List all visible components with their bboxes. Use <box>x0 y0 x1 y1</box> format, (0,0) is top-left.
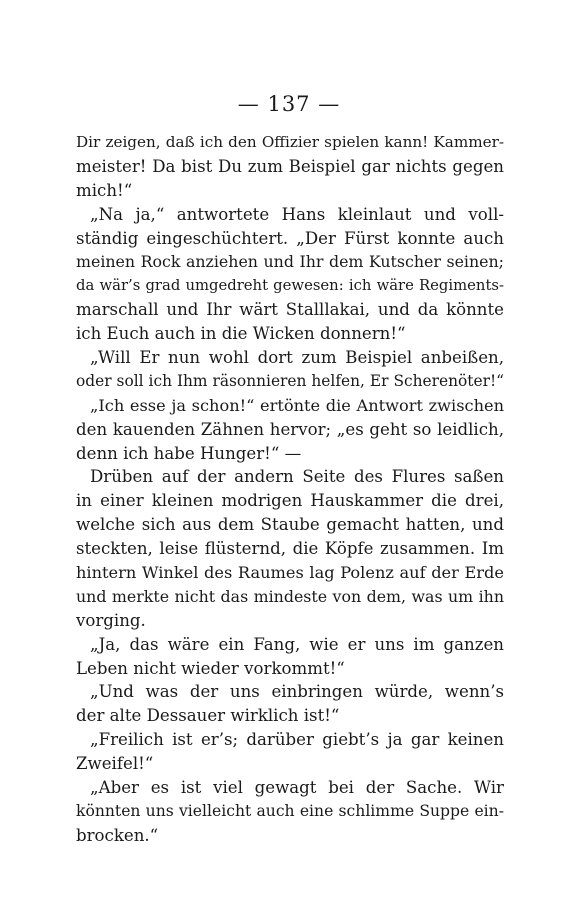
text-line: meister! Da bist Du zum Beispiel gar nichts gegen <box>76 156 504 176</box>
text-line: „Und was der uns einbringen würde, wenn’s <box>90 682 504 702</box>
text-line: denn ich habe Hunger!“ — <box>76 443 302 463</box>
text-line: vorging. <box>76 610 146 630</box>
text-line: marschall und Ihr wärt Stalllakai, und da könnte <box>76 300 504 320</box>
text-line: da wär’s grad umgedreht gewesen: ich wäre Regiments- <box>76 277 504 295</box>
text-line: „Na ja,“ antwortete Hans kleinlaut und voll- <box>90 204 504 224</box>
text-line: meinen Rock anziehen und Ihr dem Kutscher seinen; <box>76 252 504 272</box>
text-line: und merkte nicht das mindeste von dem, was um ihn <box>76 586 504 606</box>
text-line: welche sich aus dem Staube gemacht hatten, und <box>76 515 504 535</box>
text-line: Drüben auf der andern Seite des Flures saßen <box>90 467 504 487</box>
text-line: „Will Er nun wohl dort zum Beispiel anbeißen, <box>90 348 504 368</box>
text-line: „Freilich ist er’s; darüber giebt’s ja gar keinen <box>90 730 504 750</box>
text-line: steckten, leise flüsternd, die Köpfe zusammen. Im <box>76 539 504 559</box>
text-line: hintern Winkel des Raumes lag Polenz auf der Erde <box>76 563 504 583</box>
text-line: ständig eingeschüchtert. „Der Fürst konnte auch <box>76 228 504 248</box>
text-line: oder soll ich Ihm räsonnieren helfen, Er Scherenöter!“ <box>76 371 504 390</box>
text-line: „Ich esse ja schon!“ ertönte die Antwort zwischen <box>90 395 504 415</box>
text-line: Zweifel!“ <box>76 754 154 774</box>
text-line: den kauenden Zähnen hervor; „es geht so leidlich, <box>76 419 504 439</box>
text-line: könnten uns vielleicht auch eine schlimme Suppe ein- <box>76 801 504 820</box>
text-line: „Aber es ist viel gewagt bei der Sache. Wir <box>90 778 504 798</box>
text-line: Leben nicht wieder vorkommt!“ <box>76 658 345 678</box>
text-line: in einer kleinen modrigen Hauskammer die drei, <box>76 491 504 511</box>
text-line: Dir zeigen, daß ich den Offizier spielen kann! Kammer- <box>76 133 504 151</box>
text-line: ich Euch auch in die Wicken donnern!“ <box>76 324 406 344</box>
text-line: mich!“ <box>76 180 133 200</box>
text-line: „Ja, das wäre ein Fang, wie er uns im ganzen <box>90 634 504 654</box>
body-text <box>76 131 504 848</box>
text-line: brocken.“ <box>76 825 159 845</box>
page-number: — 137 — <box>237 92 341 116</box>
text-line: der alte Dessauer wirklich ist!“ <box>76 706 340 726</box>
